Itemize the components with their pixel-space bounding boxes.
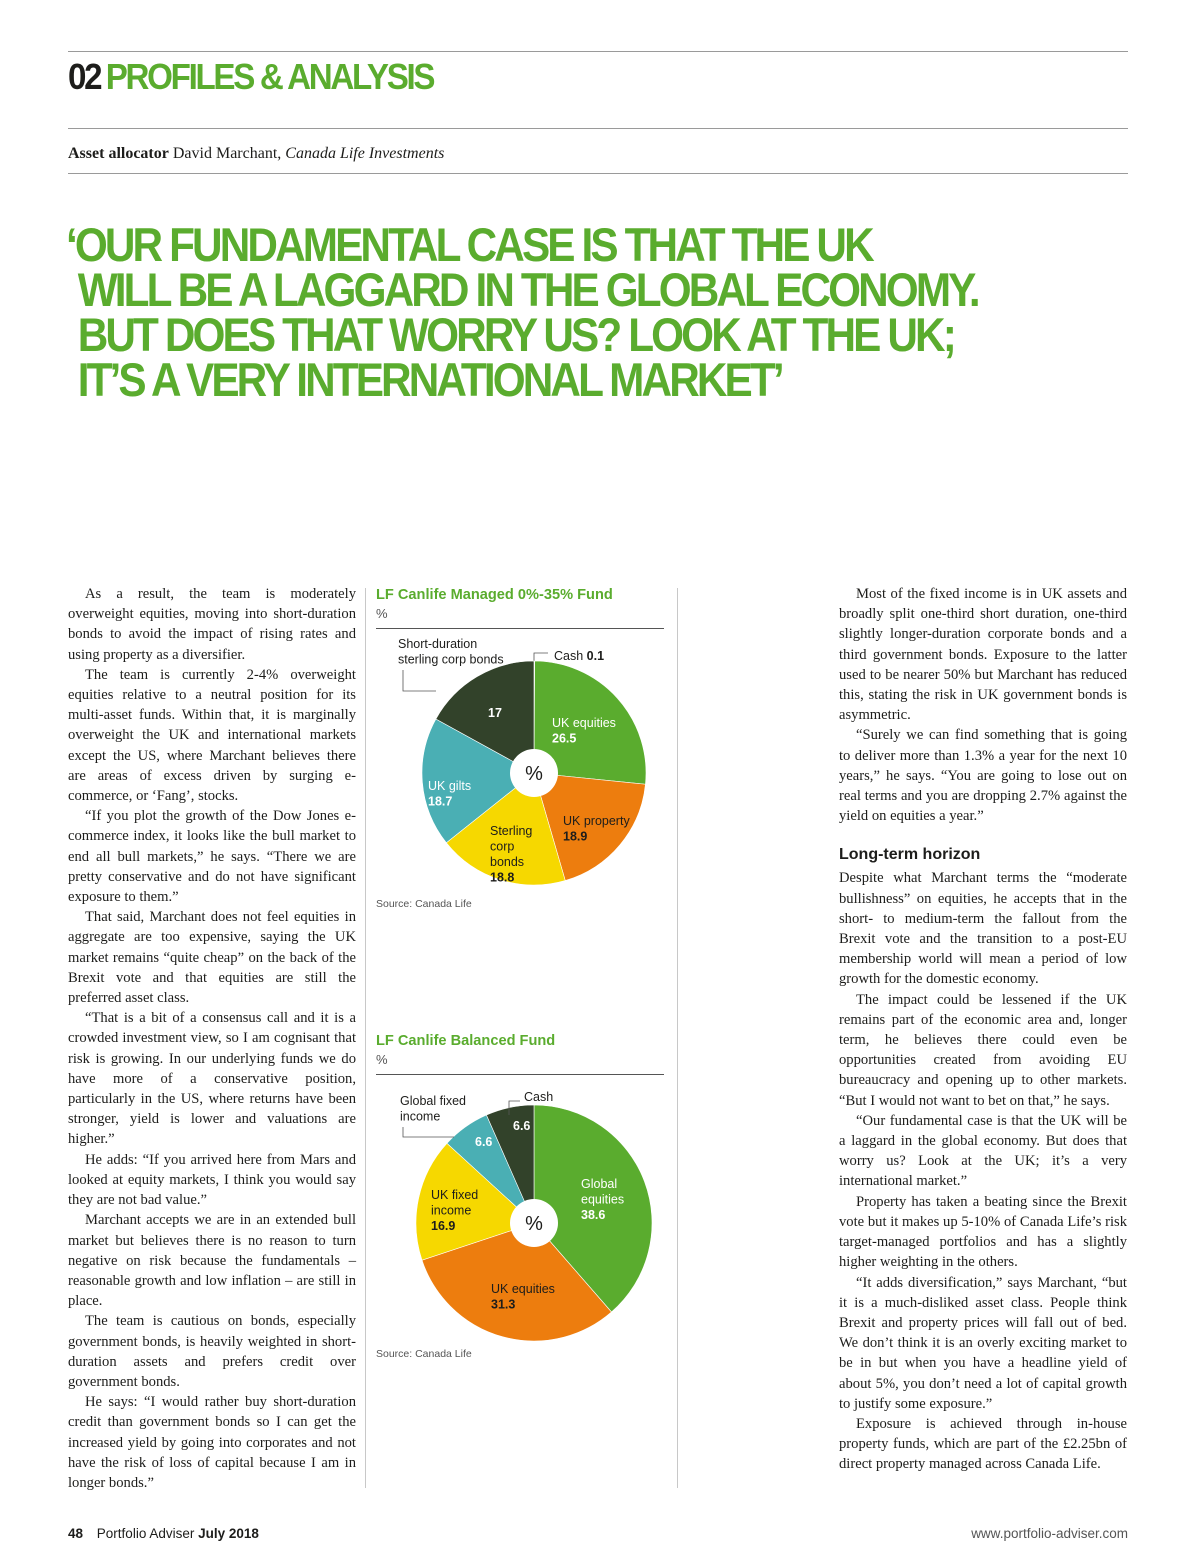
slice-label: corp [490,839,515,854]
body-paragraph: Marchant accepts we are in an extended bull market but believes there is no reason to turn negative on risk because the fundamentals – reasonable growth and low inflation – are still in place. [68,1212,356,1310]
slice-value: 6.6 [513,1119,531,1133]
pie-center-label: % [525,763,543,785]
slice-label: Cash [524,1090,554,1104]
section-header [68,56,433,98]
body-paragraph: The impact could be lessened if the UK remains part of the economic area and, longer term, he believes there could even be opportunities created from avoiding EU bureaucracy and opening up to other markets. “But I would not want to bet on that,” he says. [839,991,1127,1109]
leader-line [534,653,548,661]
body-paragraph: “It adds diversification,” says Marchant, “but it is a much-disliked asset class. People think Brexit and property prices will fall out of bed. We don’t think it is an overly exciting market to be in but when you have a headline yield of about 5%, you don’t need a lot of capital growth to justify some exposure.” [839,1274,1127,1412]
byline-name: David Marchant, [172,145,282,162]
body-paragraph: “Our fundamental case is that the UK will be a laggard in the global economy. But does that worry us? Look at the UK; it’s a very international market.” [839,1112,1127,1190]
section-number: 02 [68,56,101,97]
slice-label: sterling corp bonds [398,652,504,667]
slice-value: 38.6 [581,1208,606,1222]
chart-unit: % [376,1052,388,1067]
right-column [839,584,1127,1475]
column-divider-right [677,588,678,1488]
header-rule [68,128,1128,129]
slice-label: UK gilts [428,779,472,793]
slice-label: UK property [563,814,630,828]
pie-chart-managed [376,629,664,899]
slice-label: equities [581,1192,625,1207]
slice-label: UK equities [552,716,616,730]
slice-label: Short-duration [398,637,478,651]
slice-label: Cash 0.1 [554,649,605,663]
byline [68,145,444,163]
column-divider-left [365,588,366,1488]
footer-left [68,1526,259,1541]
pull-quote-line: BUT DOES THAT WORRY US? LOOK AT THE UK; [77,308,954,361]
issue-date: July 2018 [198,1526,259,1541]
slice-label: income [431,1203,472,1218]
slice-value: 18.7 [428,794,453,809]
body-paragraph: That said, Marchant does not feel equities in aggregate are too expensive, saying the UK market remains “quite cheap” on the back of the Brexit vote and that equities are still the preferred asset class. [68,909,356,1007]
chart-title: LF Canlife Balanced Fund [376,1033,556,1049]
chart-unit: % [376,606,388,621]
byline-company: Canada Life Investments [285,145,445,162]
slice-value: 17 [488,706,502,720]
publication-name: Portfolio Adviser [96,1526,195,1541]
body-paragraph: The team is cautious on bonds, especially government bonds, is heavily weighted in short-duration assets and prefers credit over government bonds. [68,1313,356,1390]
body-paragraph: He adds: “If you arrived here from Mars and looked at equity markets, I think you would say they are not bad value.” [68,1151,356,1209]
chart-source: Source: Canada Life [376,898,472,910]
slice-label: Global fixed [400,1094,467,1108]
subheading: Long-term horizon [839,846,981,864]
slice-label: Sterling [490,824,533,838]
body-paragraph: “If you plot the growth of the Dow Jones e-commerce index, it looks like the bull market to end all bull markets,” he says. “There we are pretty conservative and do not have significant exposure to them.” [68,808,356,906]
pie-chart-balanced [376,1075,664,1350]
slice-label: bonds [490,855,525,869]
pull-quote-line: IT’S A VERY INTERNATIONAL MARKET’ [77,353,782,406]
slice-value: 16.9 [431,1219,456,1233]
pull-quote-line: WILL BE A LAGGARD IN THE GLOBAL ECONOMY. [77,263,978,316]
byline-role: Asset allocator [68,145,169,162]
website-link[interactable]: www.portfolio-adviser.com [971,1526,1128,1541]
slice-label: UK equities [491,1282,555,1296]
slice-value: 18.9 [563,829,588,844]
slice-value: 26.5 [552,731,577,746]
chart-managed-fund [376,586,664,910]
byline-rule [68,173,1128,174]
body-paragraph: Exposure is achieved through in-house property funds, which are part of the £2.25bn of direct property managed across Canada Life. [839,1415,1127,1473]
body-paragraph: The team is currently 2-4% overweight equities relative to a neutral position for its multi-asset funds. Within that, it is marginally overweight the UK and international markets except the US, where Marchant believes there are areas of excess driven by surging e-commerce, or ‘Fang’, stocks. [68,666,356,805]
body-paragraph: He says: “I would rather buy short-duration credit than government bonds so I can get the increased yield by going into corporates and not have the risk of loss of capital because I am in longer bonds.” [68,1394,356,1491]
page-number: 48 [68,1526,84,1541]
slice-label: Global [581,1177,618,1191]
body-paragraph: Most of the fixed income is in UK assets and broadly split one-third short duration, one-third slightly longer-duration corporate bonds and a third government bonds. Exposure to the latter used to be nearer 50% but Marchant has reduced this, stating the risk in UK government bonds is asymmetric. [839,586,1127,724]
body-paragraph: Despite what Marchant terms the “moderate bullishness” on equities, he accepts that in the short- to medium-term the fallout from the Brexit vote and the transition to a post-EU membership world will mean a period of low growth for the domestic economy. [839,870,1127,988]
chart-source: Source: Canada Life [376,1348,472,1360]
top-rule [68,51,1128,52]
slice-value: 31.3 [491,1297,516,1312]
body-paragraph: “That is a bit of a consensus call and it is a crowded investment view, so I am cognisant that risk is growing. In our underlying funds we do have more of a conservative position, particularly in the US, where returns have been stronger, yield is lower and valuations are higher.” [68,1010,356,1148]
body-paragraph: Property has taken a beating since the Brexit vote but it makes up 5-10% of Canada Life’s risk target-managed portfolios and has a slightly higher weighting in the others. [839,1193,1127,1271]
pull-quote-line: ‘OUR FUNDAMENTAL CASE IS THAT THE UK [66,218,872,271]
pie-center-label: % [525,1213,543,1235]
left-column [68,584,356,1493]
slice-label: income [400,1109,441,1124]
chart-balanced-fund [376,1032,664,1360]
section-title: PROFILES & ANALYSIS [105,56,434,97]
leader-line [403,670,436,691]
pull-quote [66,218,1038,406]
body-paragraph: As a result, the team is moderately overweight equities, moving into short-duration bonds to avoid the impact of rising rates and using property as a diversifier. [68,586,356,663]
leader-line [403,1127,454,1137]
slice-value: 6.6 [475,1135,493,1149]
slice-value: 18.8 [490,870,515,885]
chart-title: LF Canlife Managed 0%-35% Fund [376,587,613,603]
body-paragraph: “Surely we can find something that is going to deliver more than 1.3% a year for the next 10 years,” he says. “You are going to lose out on real terms and you are dropping 2.7% against the yield on equities a year.” [839,727,1127,825]
slice-label: UK fixed [431,1188,479,1202]
